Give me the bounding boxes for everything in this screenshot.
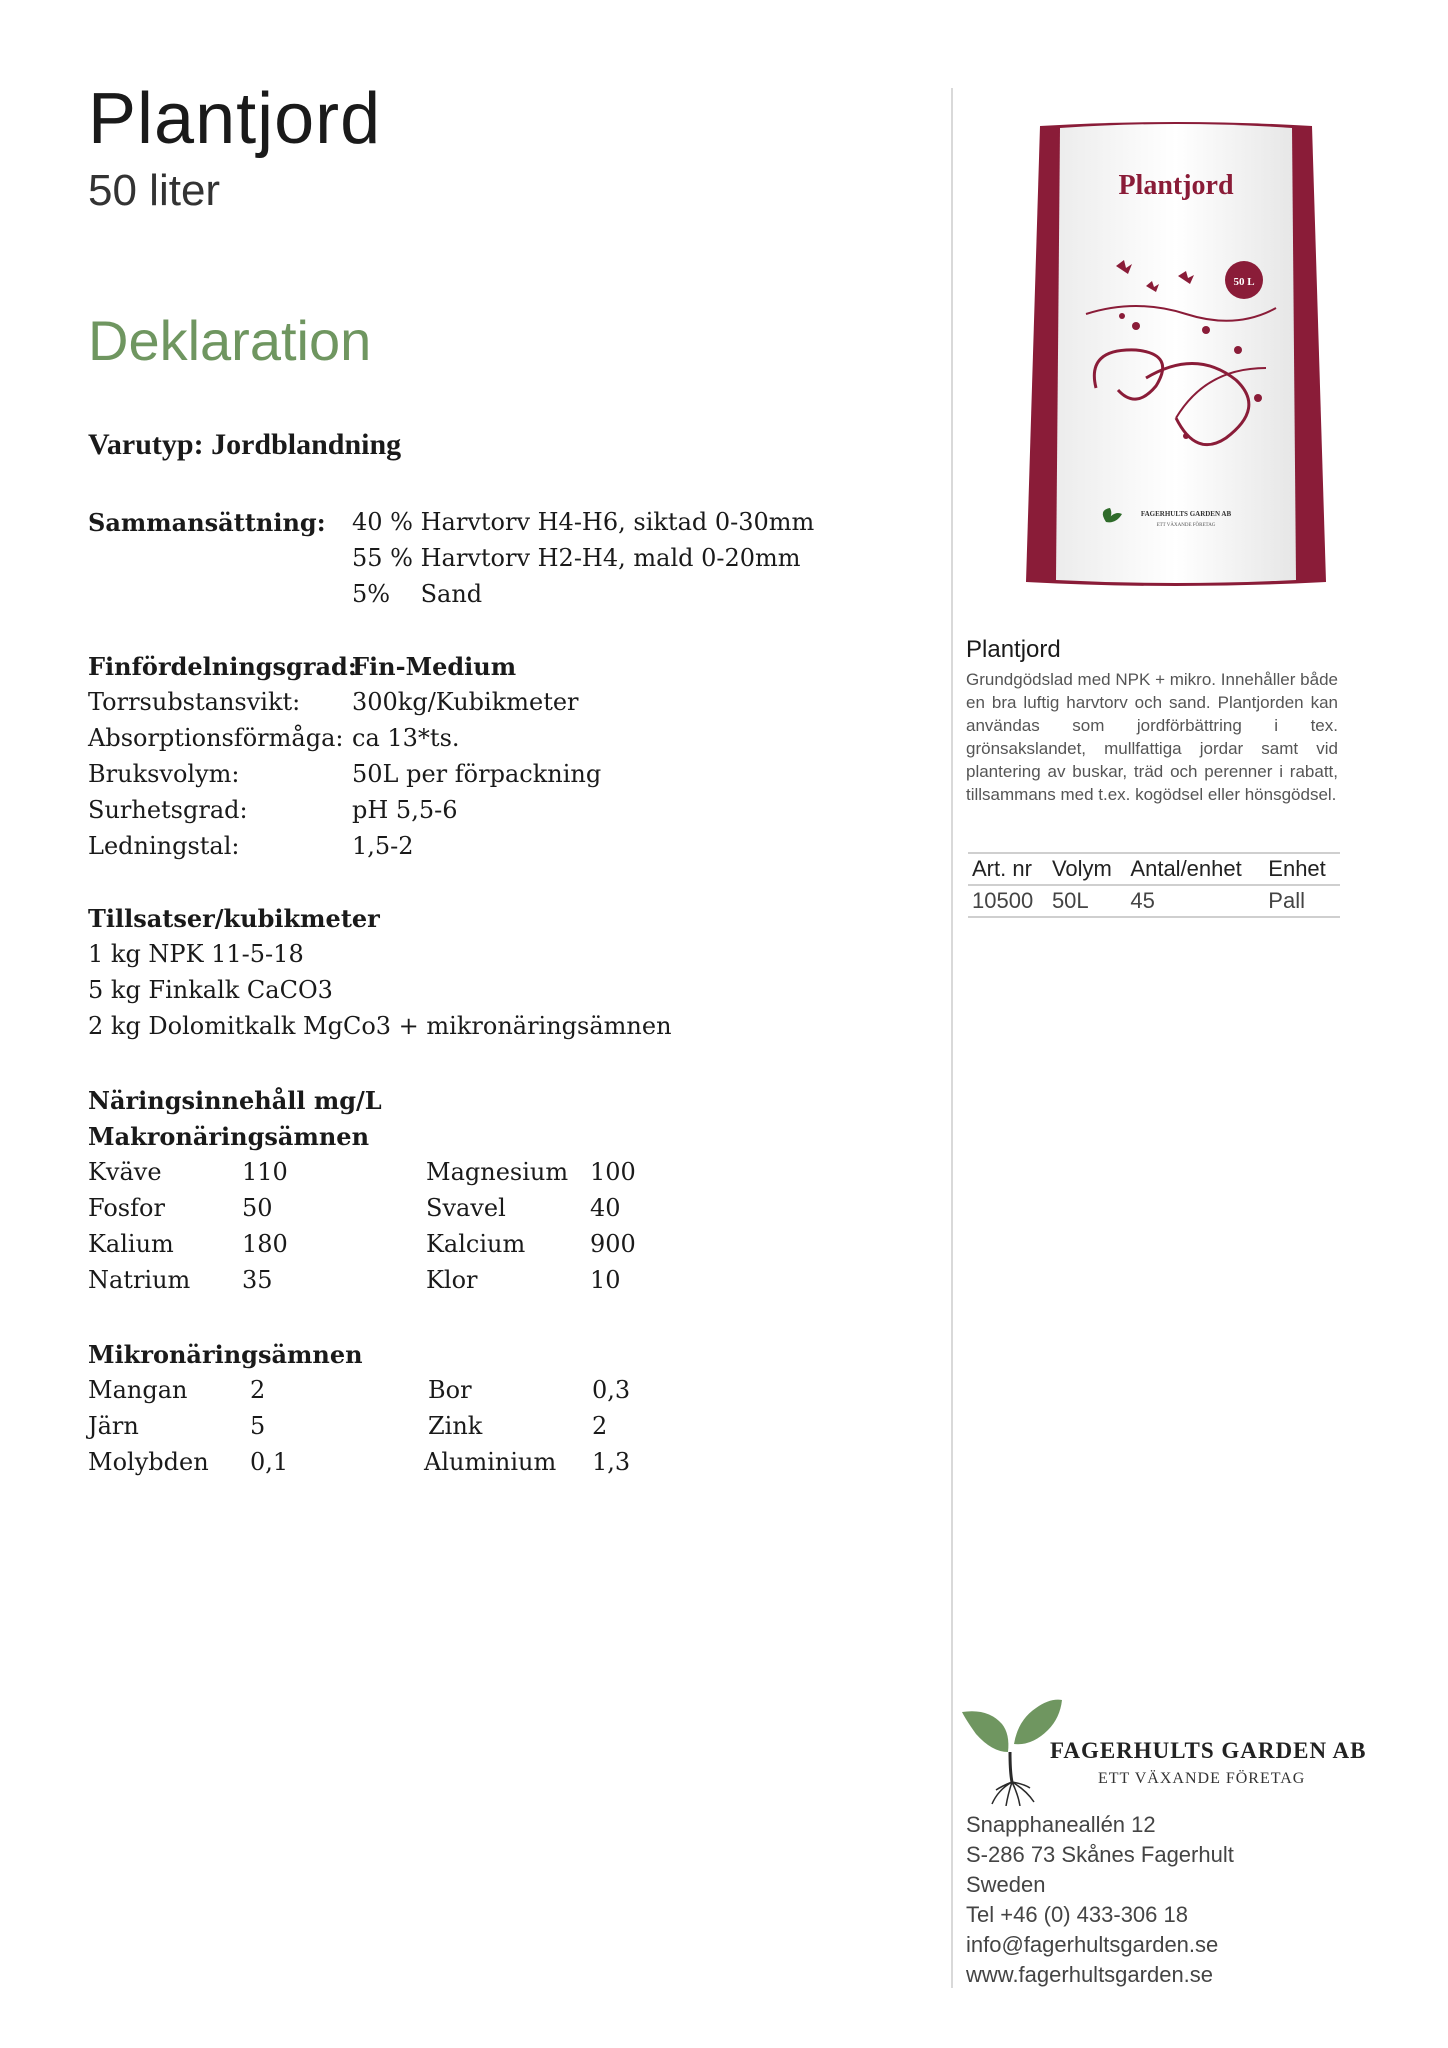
table-header: Art. nr — [968, 853, 1048, 885]
additives-heading: Tillsatser/kubikmeter — [88, 904, 380, 933]
nutrient-value: 110 — [242, 1158, 288, 1186]
nutrient-name: Kalcium — [426, 1230, 526, 1258]
section-heading: Deklaration — [88, 309, 372, 372]
page-title: Plantjord — [88, 79, 382, 159]
composition-line: 40 % Harvtorv H4-H6, siktad 0-30mm — [352, 508, 815, 536]
phone-number: Tel +46 (0) 433-306 18 — [966, 1902, 1188, 1927]
address-line: Sweden — [966, 1872, 1046, 1897]
company-tagline: ETT VÄXANDE FÖRETAG — [1098, 1770, 1306, 1787]
nutrient-name: Natrium — [88, 1266, 191, 1294]
property-value: Fin-Medium — [352, 652, 517, 681]
nutrient-value: 100 — [590, 1158, 636, 1186]
bag-brand: FAGERHULTS GARDEN AB — [1140, 510, 1232, 518]
bag-label: Plantjord — [1118, 170, 1234, 201]
company-name: FAGERHULTS GARDEN AB — [1050, 1738, 1367, 1763]
bag-volume-badge: 50 L — [1233, 276, 1255, 288]
property-label: Absorptionsförmåga: — [88, 724, 344, 752]
address-line: Snapphaneallén 12 — [966, 1812, 1156, 1837]
nutrient-name: Mangan — [88, 1376, 188, 1404]
table-row — [968, 885, 1340, 917]
table-header-row — [968, 853, 1340, 885]
column-divider — [951, 88, 953, 1988]
nutrient-value: 40 — [590, 1194, 621, 1222]
product-name: Plantjord — [966, 636, 1061, 663]
table-cell: Pall — [1264, 885, 1340, 917]
property-label: Ledningstal: — [88, 832, 240, 860]
additive-item: 1 kg NPK 11-5-18 — [88, 940, 304, 968]
company-logo-icon — [962, 1694, 1062, 1806]
property-label: Surhetsgrad: — [88, 796, 248, 824]
nutrient-name: Molybden — [88, 1448, 209, 1476]
nutrient-name: Zink — [428, 1412, 483, 1440]
nutrients-heading: Näringsinnehåll mg/L — [88, 1086, 382, 1115]
nutrient-value: 2 — [250, 1376, 266, 1404]
nutrient-value: 180 — [242, 1230, 288, 1258]
website-link[interactable]: www.fagerhultsgarden.se — [966, 1962, 1214, 1987]
property-value: 1,5-2 — [352, 832, 414, 860]
property-label: Bruksvolym: — [88, 760, 240, 788]
additive-item: 5 kg Finkalk CaCO3 — [88, 976, 333, 1004]
table-cell: 45 — [1126, 885, 1264, 917]
email-link[interactable]: info@fagerhultsgarden.se — [966, 1932, 1219, 1957]
nutrient-value: 10 — [590, 1266, 621, 1294]
table-header: Antal/enhet — [1126, 853, 1264, 885]
address-line: S-286 73 Skånes Fagerhult — [966, 1842, 1234, 1867]
nutrient-value: 35 — [242, 1266, 273, 1294]
nutrient-value: 50 — [242, 1194, 273, 1222]
composition-label: Sammansättning: — [88, 508, 326, 537]
property-label: Torrsubstansvikt: — [88, 688, 301, 716]
nutrient-value: 5 — [250, 1412, 266, 1440]
product-info-table — [968, 852, 1340, 918]
table-cell: 50L — [1048, 885, 1126, 917]
product-description: Grundgödslad med NPK + mikro. Innehåller både en bra luftig harvtorv och sand. Plantjorden kan användas som jordförbättring i tex. grönsakslandet, mullfattiga jordar samt vid plantering av buskar, träd och perenner i rabatt, tillsammans med t.ex. kogödsel eller hönsgödsel. — [966, 670, 1338, 804]
bag-brand-tagline: ETT VÄXANDE FÖRETAG — [1156, 523, 1216, 528]
nutrient-value: 0,3 — [592, 1376, 631, 1404]
nutrient-value: 2 — [592, 1412, 608, 1440]
composition-line: 55 % Harvtorv H2-H4, mald 0-20mm — [352, 544, 801, 572]
property-value: ca 13*ts. — [352, 724, 460, 752]
table-header: Enhet — [1264, 853, 1340, 885]
nutrient-name: Bor — [428, 1376, 472, 1404]
nutrient-name: Kalium — [88, 1230, 174, 1258]
nutrient-name: Magnesium — [426, 1158, 569, 1186]
nutrient-name: Klor — [426, 1266, 478, 1294]
composition-line: 5% Sand — [352, 580, 483, 608]
nutrient-name: Fosfor — [88, 1194, 165, 1222]
nutrient-name: Aluminium — [424, 1448, 557, 1476]
table-header: Volym — [1048, 853, 1126, 885]
nutrient-value: 1,3 — [592, 1448, 631, 1476]
property-value: 50L per förpackning — [352, 760, 602, 788]
nutrient-value: 0,1 — [250, 1448, 289, 1476]
property-label: Finfördelningsgrad: — [88, 652, 357, 681]
additive-item: 2 kg Dolomitkalk MgCo3 + mikronäringsämnen — [88, 1012, 672, 1040]
product-type: Varutyp: Jordblandning — [88, 428, 402, 461]
nutrient-name: Svavel — [426, 1194, 506, 1222]
nutrient-value: 900 — [590, 1230, 636, 1258]
product-bag-image — [1026, 118, 1326, 590]
macro-heading: Makronäringsämnen — [88, 1122, 370, 1151]
table-cell: 10500 — [968, 885, 1048, 917]
page-subtitle: 50 liter — [88, 166, 221, 215]
nutrient-name: Järn — [88, 1412, 139, 1440]
property-value: pH 5,5-6 — [352, 796, 458, 824]
property-value: 300kg/Kubikmeter — [352, 688, 579, 716]
nutrient-name: Kväve — [88, 1158, 162, 1186]
micro-heading: Mikronäringsämnen — [88, 1340, 363, 1369]
